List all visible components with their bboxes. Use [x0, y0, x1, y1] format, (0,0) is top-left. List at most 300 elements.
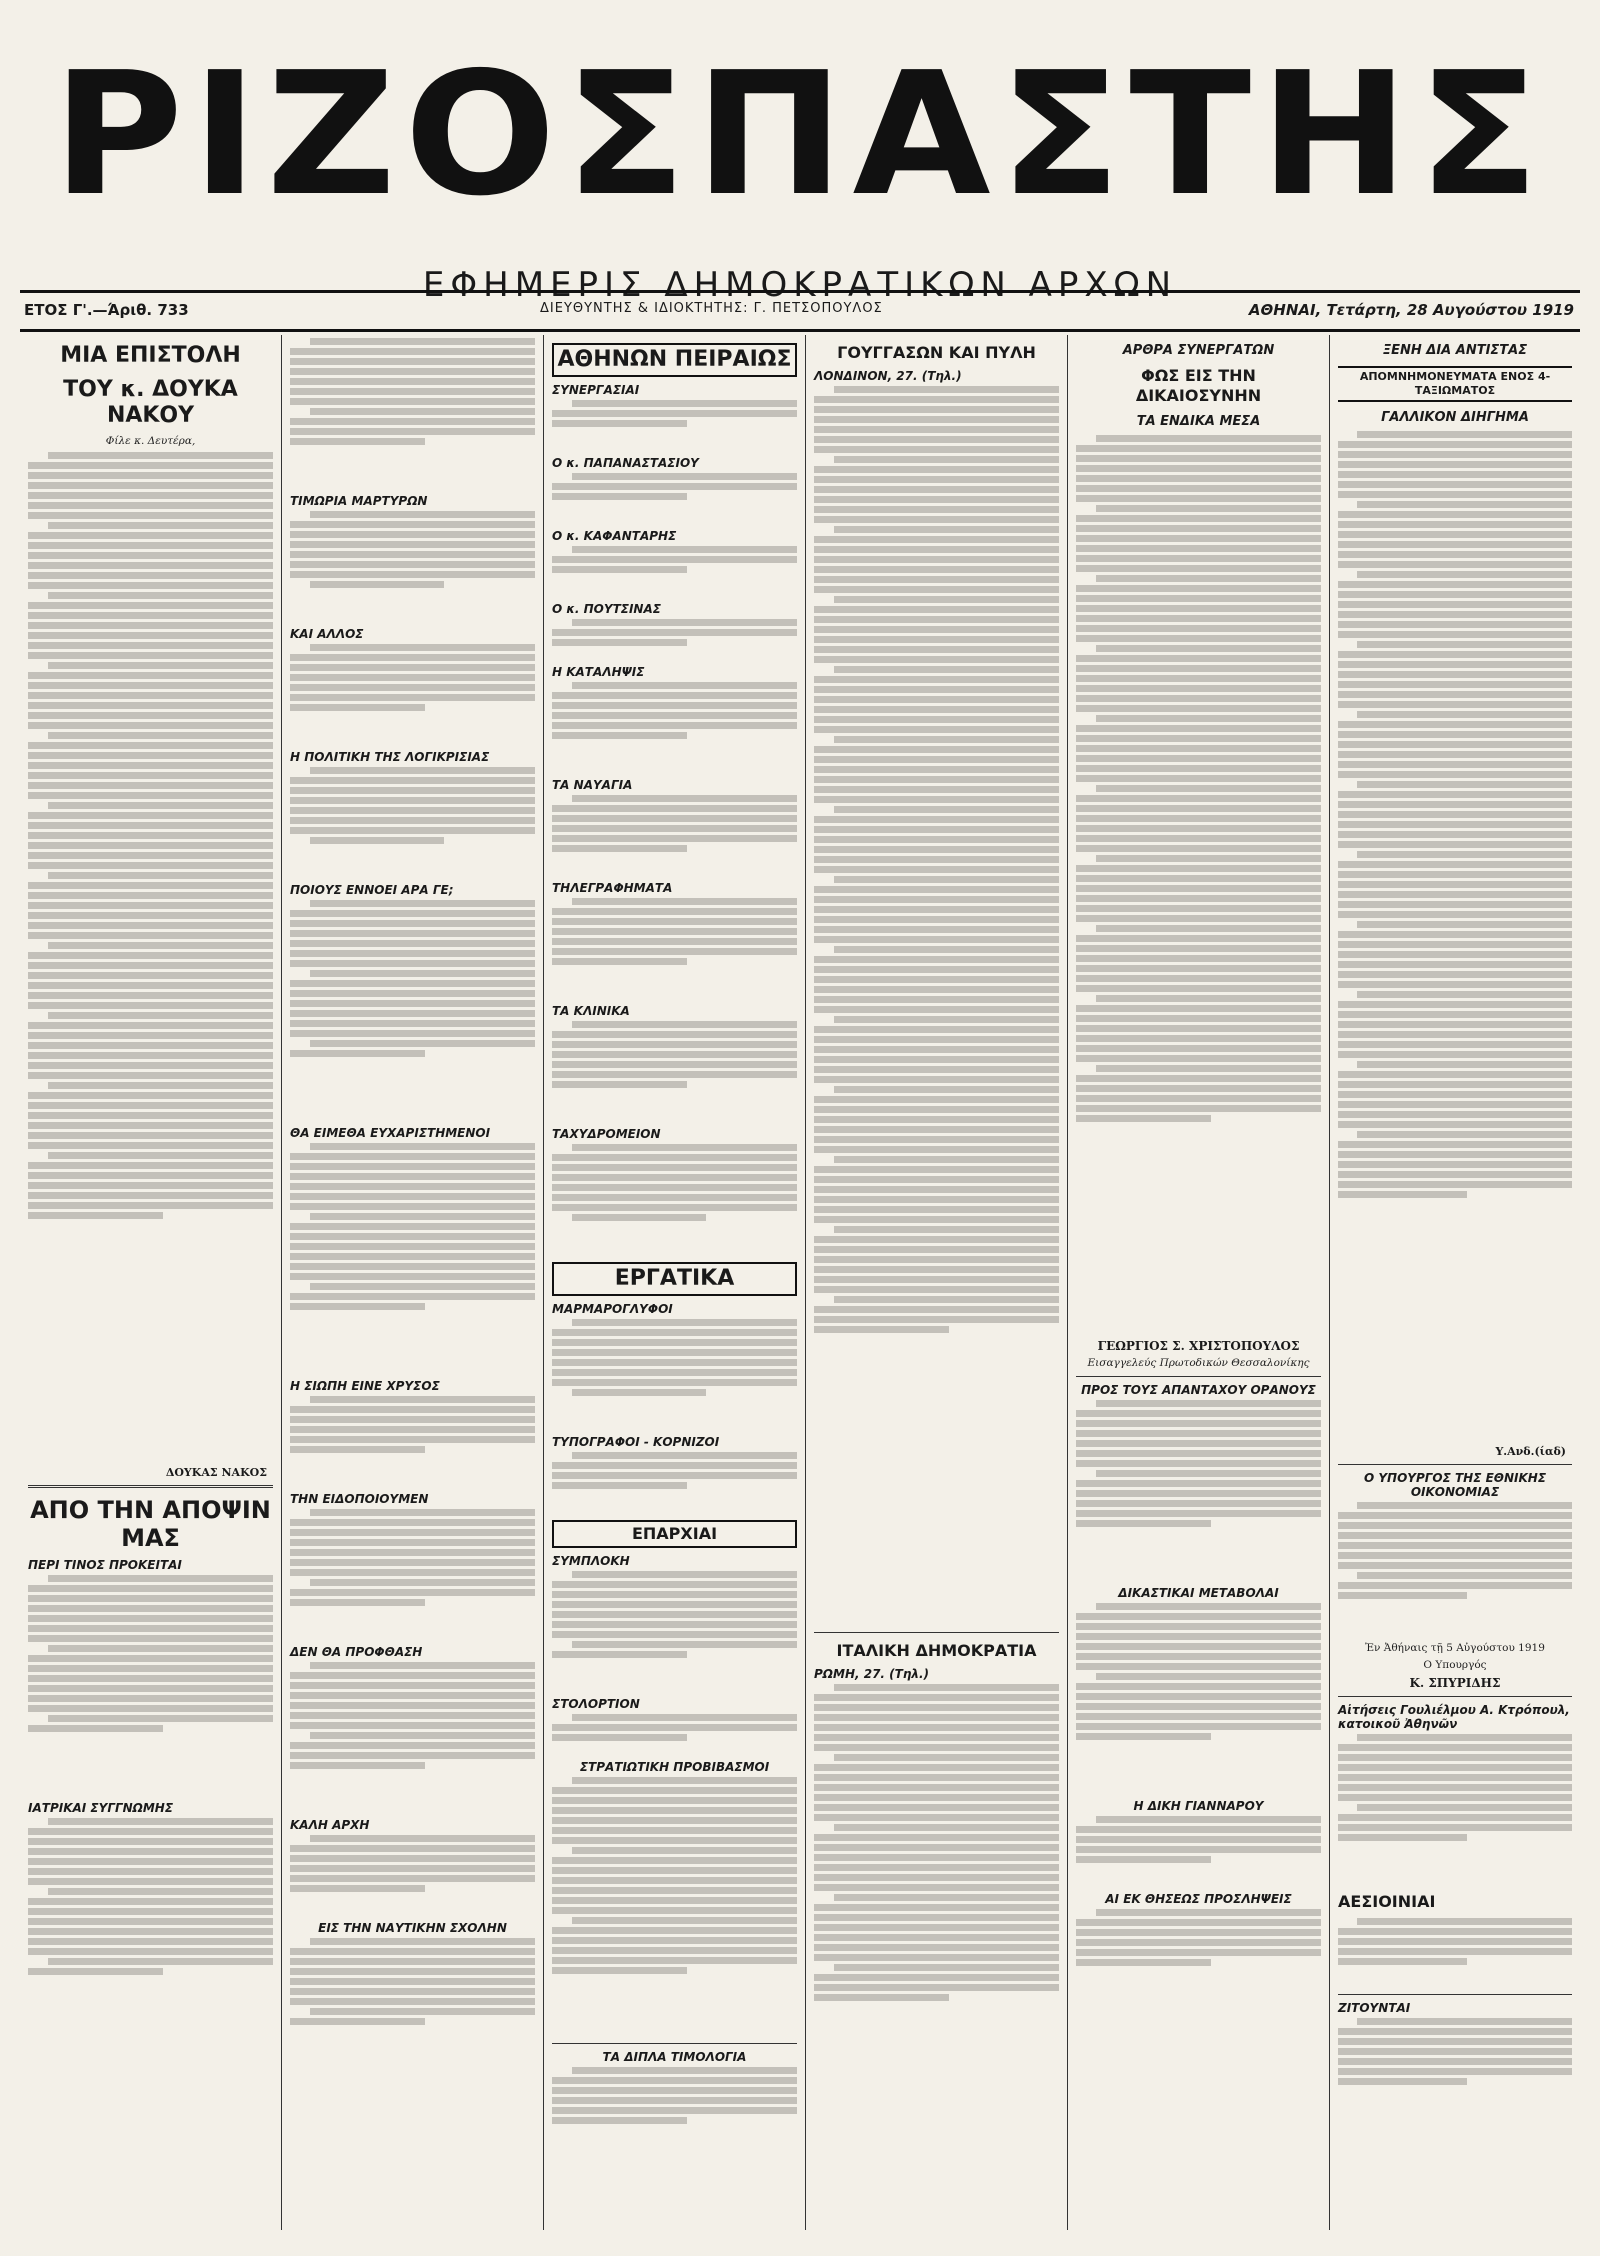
text-line — [1338, 1071, 1572, 1078]
text-line — [1076, 1846, 1321, 1853]
column-2-text-4 — [290, 900, 535, 1120]
text-line — [1338, 1141, 1572, 1148]
text-line — [290, 1000, 535, 1007]
text-line — [814, 956, 1059, 963]
column-1-text-b — [28, 1818, 273, 2038]
text-line — [814, 906, 1059, 913]
text-line — [572, 1714, 797, 1721]
text-line — [28, 1122, 273, 1129]
text-line — [1338, 891, 1572, 898]
text-line — [1076, 565, 1321, 572]
column-5-text-2 — [1076, 1400, 1321, 1580]
text-line — [1338, 1542, 1572, 1549]
text-line — [834, 876, 1059, 883]
text-line — [552, 1482, 687, 1489]
text-line — [834, 1824, 1059, 1831]
subhead-martyrs: ΤΙΜΩΡΙΑ ΜΑΡΤΥΡΩΝ — [290, 494, 428, 508]
text-line — [1096, 785, 1321, 792]
text-line — [814, 516, 1059, 523]
text-line — [290, 1193, 535, 1200]
text-line — [28, 1062, 273, 1069]
text-line — [1357, 851, 1572, 858]
text-line — [814, 606, 1059, 613]
text-line — [1357, 1734, 1572, 1741]
text-line — [552, 1867, 797, 1874]
text-line — [290, 418, 535, 425]
text-line — [552, 1184, 797, 1191]
text-line — [1338, 841, 1572, 848]
text-line — [552, 1359, 797, 1366]
column-6-text-3 — [1338, 1734, 1572, 1884]
text-line — [28, 1928, 273, 1935]
text-line — [1076, 1949, 1321, 1956]
text-line — [1357, 1131, 1572, 1138]
text-line — [310, 1732, 535, 1739]
text-line — [1076, 1115, 1211, 1122]
text-line — [814, 1096, 1059, 1103]
gounaris-headline: ΓΟΥΓΓΑΣΩΝ ΚΑΙ ΠΥΛΗ — [837, 343, 1036, 362]
text-line — [1338, 721, 1572, 728]
column-3-text-9 — [552, 1144, 797, 1254]
text-line — [28, 1202, 273, 1209]
text-line — [290, 1173, 535, 1180]
subhead-notify: ΤΗΝ ΕΙΔΟΠΟΙΟΥΜΕΝ — [290, 1492, 429, 1506]
text-line — [310, 338, 535, 345]
text-line — [814, 436, 1059, 443]
text-line — [28, 612, 273, 619]
text-line — [1338, 1161, 1572, 1168]
text-line — [1338, 661, 1572, 668]
text-line — [1076, 685, 1321, 692]
text-line — [28, 1212, 163, 1219]
text-line — [28, 892, 273, 899]
text-line — [814, 1136, 1059, 1143]
text-line — [1338, 1814, 1572, 1821]
subhead-whom: ΠΟΙΟΥΣ ΕΝΝΟΕΙ ΑΡΑ ΓΕ; — [290, 883, 454, 897]
text-line — [310, 1835, 535, 1842]
text-line — [834, 946, 1059, 953]
column-6-text-4 — [1338, 1918, 1572, 1988]
text-line — [552, 938, 797, 945]
subhead-satisfied: ΘΑ ΕΙΜΕΘΑ ΕΥΧΑΡΙΣΤΗΜΕΝΟΙ — [290, 1126, 491, 1140]
text-line — [814, 626, 1059, 633]
item-post-office: ΤΑΧΥΔΡΟΜΕΙΟΝ — [552, 1127, 661, 1141]
column-2-text-2 — [290, 644, 535, 744]
text-line — [814, 726, 1059, 733]
text-line — [572, 795, 797, 802]
text-line — [1338, 611, 1572, 618]
text-line — [1076, 865, 1321, 872]
text-line — [1076, 1693, 1321, 1700]
text-line — [572, 400, 797, 407]
text-line — [1338, 751, 1572, 758]
text-line — [572, 1319, 797, 1326]
subhead-1: ΠΕΡΙ ΤΙΝΟΣ ΠΡΟΚΕΙΤΑΙ — [28, 1558, 182, 1572]
text-line — [290, 1559, 535, 1566]
text-line — [834, 596, 1059, 603]
text-line — [552, 1621, 797, 1628]
text-line — [552, 1897, 797, 1904]
text-line — [48, 1152, 273, 1159]
text-line — [814, 1904, 1059, 1911]
text-line — [310, 1040, 535, 1047]
text-line — [814, 816, 1059, 823]
text-line — [290, 1988, 535, 1995]
text-line — [1096, 925, 1321, 932]
text-line — [814, 1046, 1059, 1053]
text-line — [1076, 1450, 1321, 1457]
text-line — [1076, 605, 1321, 612]
text-line — [572, 1571, 797, 1578]
text-line — [28, 622, 273, 629]
column-1-text-a — [28, 1575, 273, 1795]
text-line — [814, 1784, 1059, 1791]
text-line — [28, 742, 273, 749]
text-line — [552, 1194, 797, 1201]
text-line — [1076, 1430, 1321, 1437]
text-line — [290, 1682, 535, 1689]
text-line — [290, 521, 535, 528]
text-line — [1338, 1031, 1572, 1038]
text-line — [290, 1752, 535, 1759]
item-marble-carvers: ΜΑΡΜΑΡΟΓΛΥΦΟΙ — [552, 1302, 673, 1316]
text-line — [552, 805, 797, 812]
text-line — [552, 908, 797, 915]
text-line — [1076, 1733, 1211, 1740]
text-line — [28, 752, 273, 759]
divider — [1076, 1376, 1321, 1377]
text-line — [290, 1183, 535, 1190]
text-line — [1338, 1754, 1572, 1761]
text-line — [1338, 1081, 1572, 1088]
text-line — [1076, 535, 1321, 542]
text-line — [1076, 1510, 1321, 1517]
column-4-text-1 — [814, 386, 1059, 1626]
column-4-text-2 — [814, 1684, 1059, 2104]
text-line — [290, 1948, 535, 1955]
text-line — [814, 966, 1059, 973]
text-line — [48, 802, 273, 809]
text-line — [1338, 1532, 1572, 1539]
text-line — [1338, 591, 1572, 598]
rome-dateline: ΡΩΜΗ, 27. (Τηλ.) — [814, 1667, 930, 1681]
text-line — [310, 970, 535, 977]
text-line — [1096, 435, 1321, 442]
section-title: ΑΠΟ ΤΗΝ ΑΠΟΨΙΝ ΜΑΣ — [30, 1496, 271, 1552]
text-line — [310, 837, 445, 844]
column-2-text-7 — [290, 1509, 535, 1639]
text-line — [1338, 1512, 1572, 1519]
text-line — [552, 1061, 797, 1068]
text-line — [814, 1804, 1059, 1811]
text-line — [552, 958, 687, 965]
text-line — [814, 706, 1059, 713]
text-line — [28, 982, 273, 989]
column-3-text-6 — [552, 795, 797, 875]
text-line — [28, 1695, 273, 1702]
text-line — [814, 676, 1059, 683]
text-line — [28, 1685, 273, 1692]
text-line — [1096, 1816, 1321, 1823]
text-line — [552, 629, 797, 636]
text-line — [28, 702, 273, 709]
subhead-military-promotions: ΣΤΡΑΤΙΩΤΙΚΗ ΠΡΟΒΙΒΑΣΜΟΙ — [579, 1760, 770, 1774]
text-line — [814, 1026, 1059, 1033]
text-line — [48, 1082, 273, 1089]
text-line — [552, 1379, 797, 1386]
text-line — [1076, 1713, 1321, 1720]
text-line — [814, 1794, 1059, 1801]
text-line — [1076, 735, 1321, 742]
text-line — [814, 1764, 1059, 1771]
text-line — [28, 782, 273, 789]
text-line — [1076, 1440, 1321, 1447]
text-line — [552, 1787, 797, 1794]
text-line — [814, 866, 1059, 873]
text-line — [28, 512, 273, 519]
text-line — [28, 842, 273, 849]
text-line — [28, 1102, 273, 1109]
text-line — [552, 2117, 687, 2124]
text-line — [834, 1684, 1059, 1691]
text-line — [1076, 485, 1321, 492]
text-line — [310, 900, 535, 907]
subhead-2: ΙΑΤΡΙΚΑΙ ΣΥΓΓΝΩΜΗΣ — [28, 1801, 174, 1815]
text-line — [28, 1625, 273, 1632]
letter-headline-2: ΤΟΥ κ. ΔΟΥΚΑ ΝΑΚΟΥ — [63, 377, 238, 428]
column-4 — [806, 335, 1068, 2230]
text-line — [290, 1885, 425, 1892]
justice-deck: ΤΑ ΕΝΔΙΚΑ ΜΕΣΑ — [1136, 414, 1261, 429]
text-line — [290, 368, 535, 375]
london-dateline: ΛΟΝΔΙΝΟΝ, 27. (Τηλ.) — [814, 369, 962, 383]
text-line — [48, 872, 273, 879]
item-stolortion: ΣΤΟΛΟΡΤΙΟΝ — [552, 1697, 640, 1711]
text-line — [1076, 1633, 1321, 1640]
text-line — [552, 1827, 797, 1834]
item-papanastasiou: Ο κ. ΠΑΠΑΝΑΣΤΑΣΙΟΥ — [552, 456, 699, 470]
text-line — [552, 410, 797, 417]
text-line — [310, 1396, 535, 1403]
text-line — [572, 473, 797, 480]
text-line — [28, 1605, 273, 1612]
text-line — [1357, 641, 1572, 648]
text-line — [290, 1865, 535, 1872]
text-line — [1338, 931, 1572, 938]
text-line — [28, 542, 273, 549]
text-line — [552, 1164, 797, 1171]
text-line — [1338, 971, 1572, 978]
text-line — [1076, 905, 1321, 912]
text-line — [814, 1286, 1059, 1293]
text-line — [28, 652, 273, 659]
text-line — [1076, 1420, 1321, 1427]
text-line — [28, 1042, 273, 1049]
text-line — [1338, 651, 1572, 658]
text-line — [1076, 1939, 1321, 1946]
text-line — [1338, 821, 1572, 828]
text-line — [290, 358, 535, 365]
text-line — [28, 582, 273, 589]
text-line — [1076, 585, 1321, 592]
text-line — [834, 736, 1059, 743]
text-line — [552, 639, 687, 646]
text-line — [552, 1817, 797, 1824]
text-line — [290, 930, 535, 937]
text-line — [290, 1762, 425, 1769]
text-line — [814, 586, 1059, 593]
text-line — [290, 950, 535, 957]
text-line — [1338, 871, 1572, 878]
text-line — [552, 948, 797, 955]
text-line — [814, 406, 1059, 413]
text-line — [552, 1329, 797, 1336]
column-3-text-3 — [552, 546, 797, 596]
text-line — [290, 1273, 535, 1280]
text-line — [290, 960, 535, 967]
text-line — [834, 1296, 1059, 1303]
text-line — [28, 832, 273, 839]
divider — [552, 2043, 797, 2044]
text-line — [814, 1694, 1059, 1701]
text-line — [28, 672, 273, 679]
text-line — [814, 426, 1059, 433]
text-line — [552, 1651, 687, 1658]
text-line — [1076, 955, 1321, 962]
text-line — [28, 1828, 273, 1835]
column-2-text-8 — [290, 1662, 535, 1812]
text-line — [1096, 1603, 1321, 1610]
text-line — [290, 777, 535, 784]
column-3-text-13 — [552, 1714, 797, 1754]
text-line — [1338, 1011, 1572, 1018]
column-2-text-9 — [290, 1835, 535, 1915]
subhead-other: ΚΑΙ ΑΛΛΟΣ — [290, 627, 364, 641]
text-line — [814, 886, 1059, 893]
text-line — [28, 1705, 273, 1712]
subhead-good-start: ΚΑΛΗ ΑΡΧΗ — [290, 1818, 370, 1832]
ad-requests: Αἰτήσεις Γουλιέλμου Α. Κτρόπουλ, κατοικοῦ Ἀθηνῶν — [1338, 1703, 1570, 1731]
text-line — [814, 1126, 1059, 1133]
text-line — [814, 486, 1059, 493]
text-line — [552, 702, 797, 709]
text-line — [814, 746, 1059, 753]
text-line — [1338, 1764, 1572, 1771]
text-line — [552, 2077, 797, 2084]
text-line — [290, 664, 535, 671]
text-line — [1338, 1191, 1467, 1198]
text-line — [814, 1714, 1059, 1721]
text-line — [814, 1246, 1059, 1253]
text-line — [1076, 1826, 1321, 1833]
text-line — [814, 1006, 1059, 1013]
text-line — [1076, 1683, 1321, 1690]
text-line — [1076, 445, 1321, 452]
text-line — [1357, 921, 1572, 928]
text-line — [1096, 715, 1321, 722]
text-line — [290, 817, 535, 824]
text-line — [814, 566, 1059, 573]
text-line — [1076, 1500, 1321, 1507]
text-line — [48, 592, 273, 599]
text-line — [28, 712, 273, 719]
text-line — [290, 1446, 425, 1453]
director-line: ΔΙΕΥΘΥΝΤΗΣ & ΙΔΙΟΚΤΗΤΗΣ: Γ. ΠΕΤΣΟΠΟΥΛΟΣ — [540, 301, 883, 316]
text-line — [28, 1858, 273, 1865]
letter-greeting: Φίλε κ. Δευτέρα, — [105, 435, 196, 447]
text-line — [814, 506, 1059, 513]
text-line — [290, 827, 535, 834]
text-line — [290, 1020, 535, 1027]
text-line — [290, 797, 535, 804]
column-3-text-12 — [552, 1571, 797, 1691]
text-line — [814, 1236, 1059, 1243]
text-line — [814, 776, 1059, 783]
text-line — [1076, 775, 1321, 782]
text-line — [1357, 431, 1572, 438]
text-line — [290, 541, 535, 548]
text-line — [1076, 1663, 1321, 1670]
text-line — [814, 846, 1059, 853]
subhead-theseus-hires: ΑΙ ΕΚ ΘΗΣΕΩΣ ΠΡΟΣΛΗΨΕΙΣ — [1105, 1892, 1292, 1906]
text-line — [28, 1032, 273, 1039]
divider — [1338, 1696, 1572, 1697]
text-line — [28, 1162, 273, 1169]
text-line — [28, 812, 273, 819]
text-line — [48, 732, 273, 739]
text-line — [834, 1894, 1059, 1901]
divider — [1338, 1994, 1572, 1995]
text-line — [290, 1702, 535, 1709]
text-line — [834, 386, 1059, 393]
text-line — [28, 1172, 273, 1179]
text-line — [1076, 1856, 1211, 1863]
text-line — [814, 1166, 1059, 1173]
column-3-text-1 — [552, 400, 797, 450]
text-line — [814, 936, 1059, 943]
text-line — [1076, 975, 1321, 982]
text-line — [1076, 545, 1321, 552]
item-clash: ΣΥΜΠΛΟΚΗ — [552, 1554, 630, 1568]
text-line — [28, 1878, 273, 1885]
text-line — [552, 722, 797, 729]
text-line — [28, 932, 273, 939]
newspaper-title: ΡΙΖΟΣΠΑΣΤΗΣ — [52, 36, 1548, 234]
text-line — [1338, 1111, 1572, 1118]
text-line — [1338, 981, 1572, 988]
text-line — [814, 636, 1059, 643]
text-line — [28, 952, 273, 959]
text-line — [1338, 551, 1572, 558]
text-line — [290, 1712, 535, 1719]
text-line — [552, 1807, 797, 1814]
text-line — [1338, 801, 1572, 808]
text-line — [1076, 1095, 1321, 1102]
text-line — [28, 692, 273, 699]
serial-deck: ΓΑΛΛΙΚΟΝ ΔΙΗΓΗΜΑ — [1381, 410, 1529, 425]
text-line — [290, 684, 535, 691]
text-line — [814, 1066, 1059, 1073]
text-line — [834, 1226, 1059, 1233]
subhead-arrive: ΔΕΝ ΘΑ ΠΡΟΦΘΑΣΗ — [290, 1645, 423, 1659]
text-line — [28, 552, 273, 559]
text-line — [1338, 2038, 1572, 2045]
text-line — [290, 1030, 535, 1037]
text-line — [310, 581, 445, 588]
column-3-text-14 — [552, 1777, 797, 2037]
text-line — [572, 1847, 797, 1854]
column-3-text-8 — [552, 1021, 797, 1121]
